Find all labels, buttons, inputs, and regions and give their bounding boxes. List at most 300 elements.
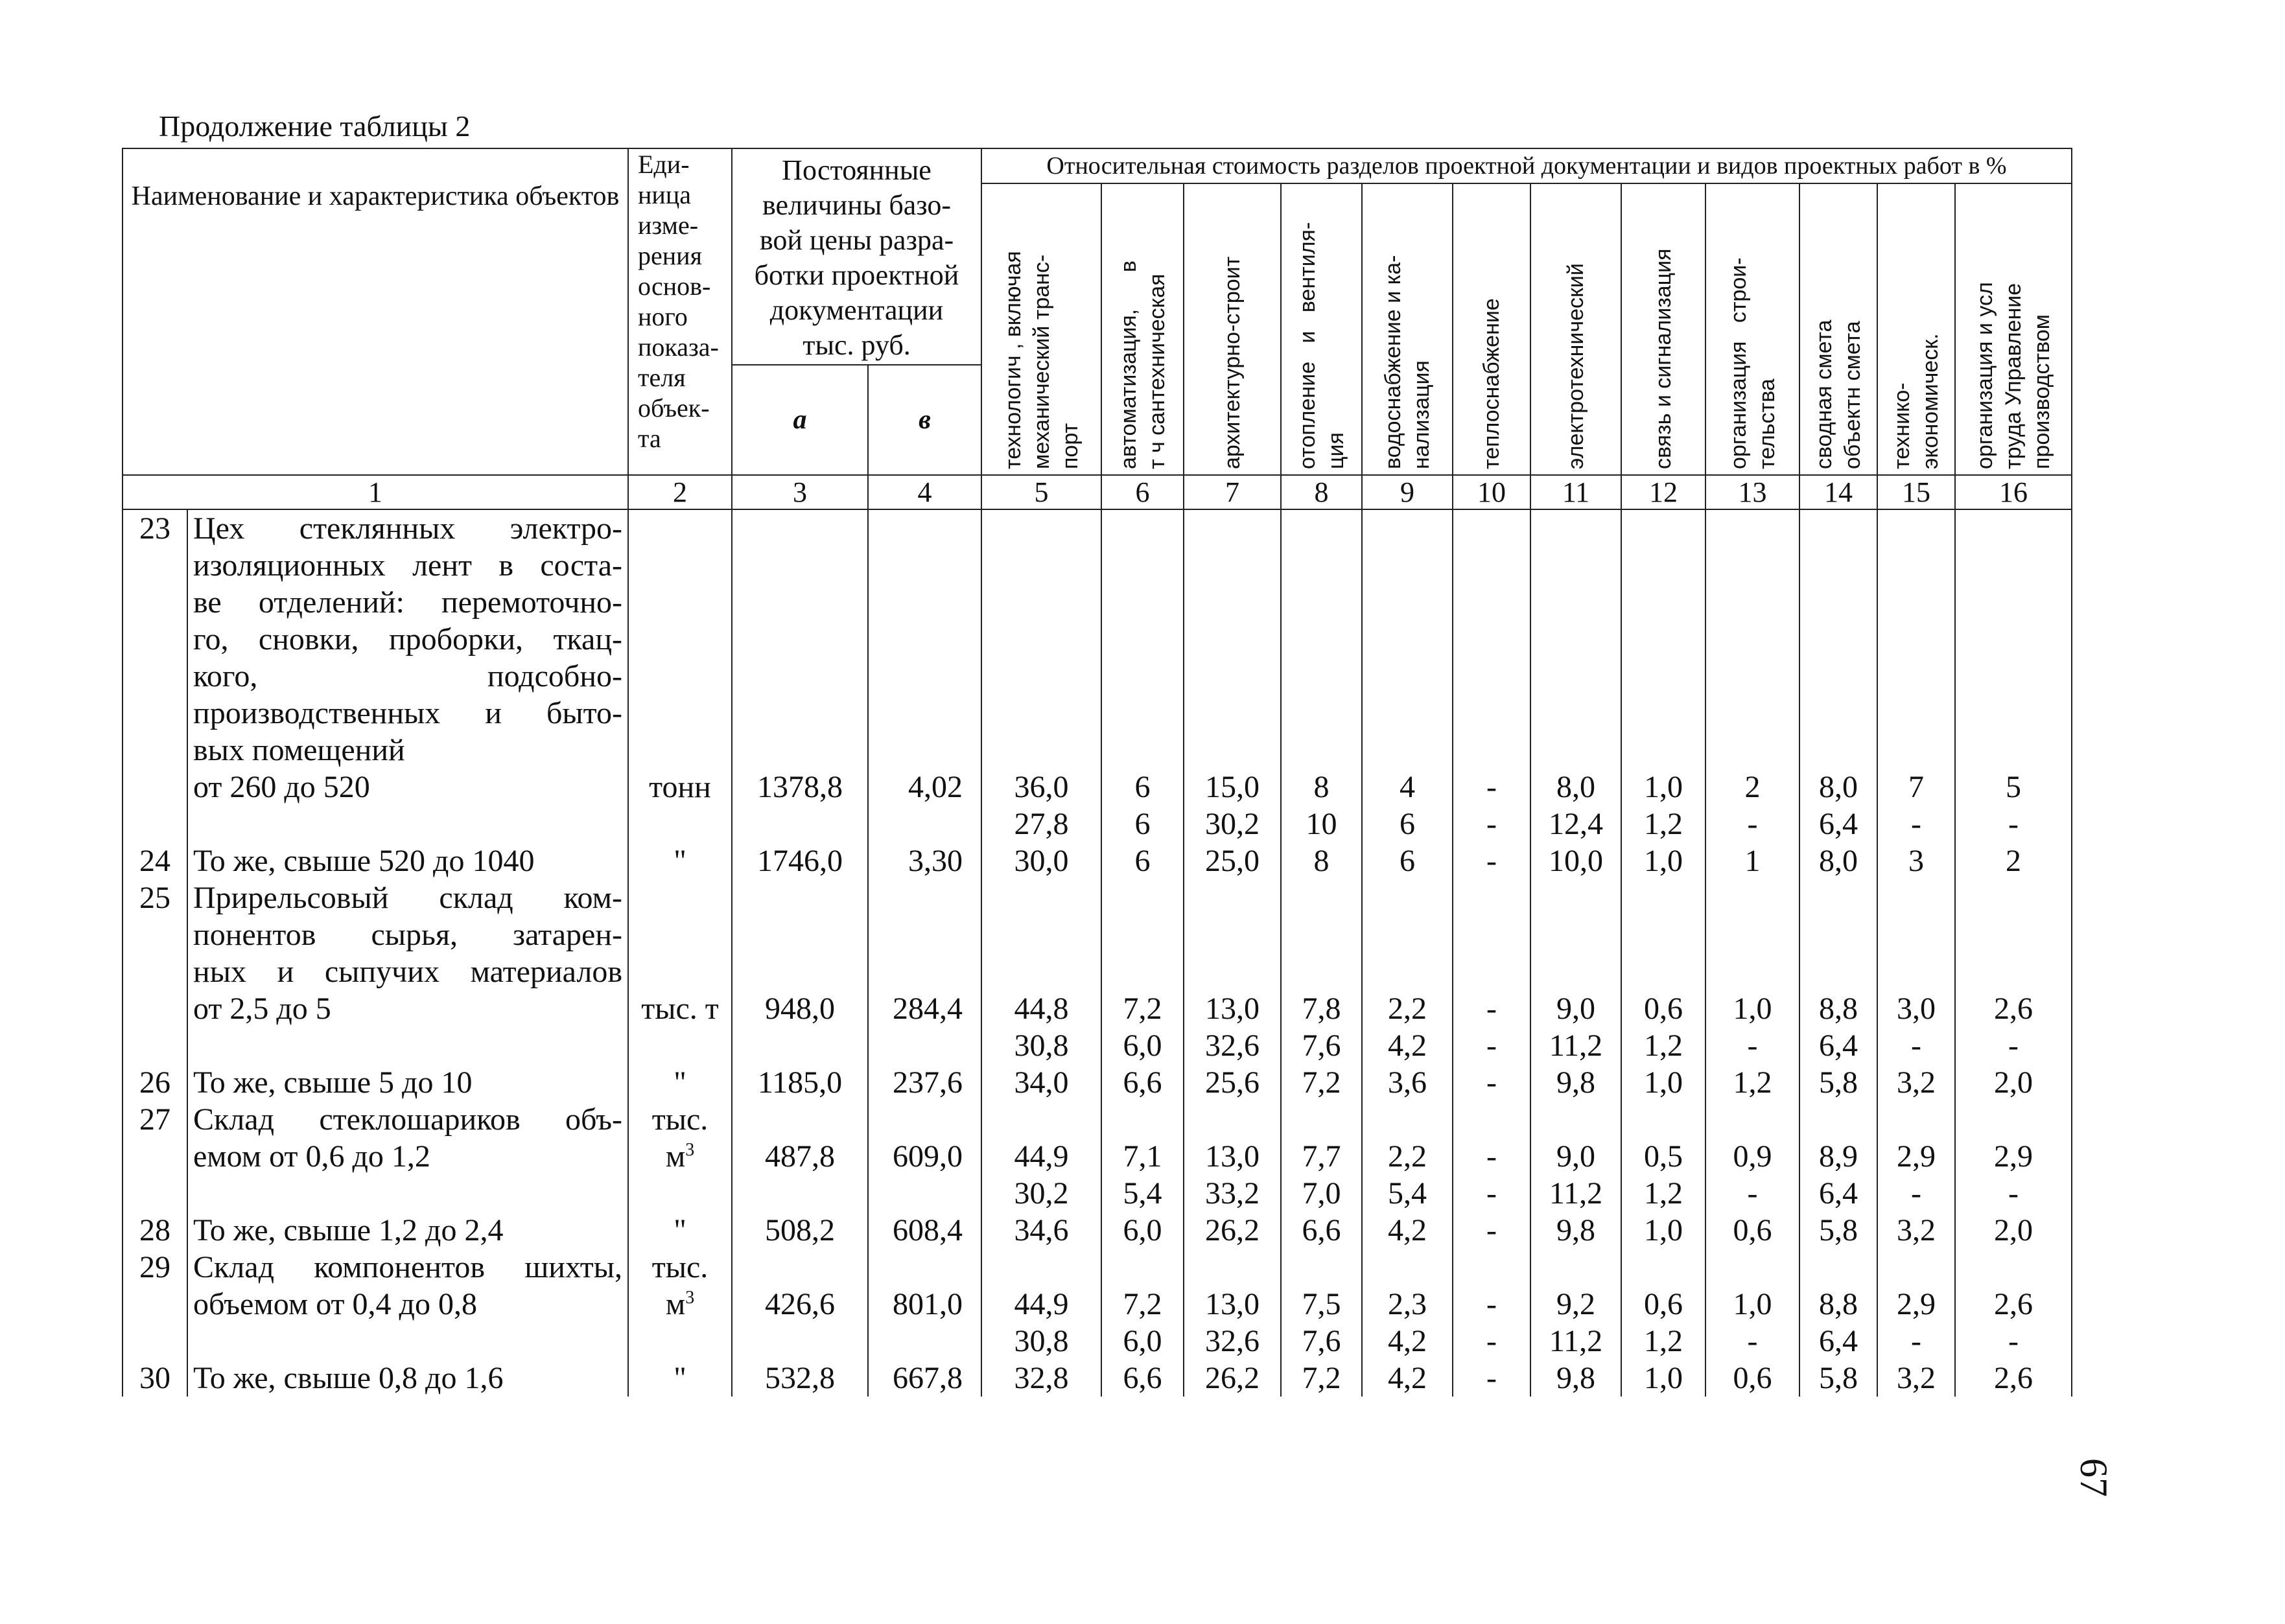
percent-cell: 11,2 — [1530, 1323, 1621, 1360]
percent-cell — [1453, 916, 1530, 953]
percent-cell: 13,0 — [1184, 990, 1281, 1027]
percent-cell — [1362, 732, 1453, 769]
column-number: 13 — [1705, 475, 1799, 509]
base-price-a — [732, 695, 868, 732]
column-number: 12 — [1621, 475, 1705, 509]
table-row — [123, 509, 2072, 547]
percent-cell — [1362, 953, 1453, 990]
percent-cell: 2,2 — [1362, 990, 1453, 1027]
header-col-a: а — [732, 365, 868, 475]
percent-cell — [1705, 732, 1799, 769]
percent-cell — [1705, 879, 1799, 916]
percent-cell: 2 — [1955, 842, 2072, 879]
percent-cell: 6,6 — [1281, 1212, 1362, 1249]
percent-cell — [1530, 547, 1621, 584]
percent-cell — [1621, 953, 1705, 990]
percent-cell — [1955, 879, 2072, 916]
percent-cell: - — [1453, 1323, 1530, 1360]
object-name: То же, свыше 1,2 до 2,4 — [187, 1212, 628, 1249]
percent-cell — [1281, 584, 1362, 621]
percent-cell — [1705, 621, 1799, 658]
base-price-b: 4,02 — [868, 769, 981, 806]
percent-cell — [1101, 732, 1184, 769]
percent-cell — [981, 621, 1101, 658]
row-number — [123, 1323, 187, 1360]
percent-cell: - — [1955, 1027, 2072, 1064]
base-price-b: 608,4 — [868, 1212, 981, 1249]
percent-cell: 9,8 — [1530, 1064, 1621, 1101]
percent-cell — [1799, 658, 1877, 695]
percent-cell — [1705, 1101, 1799, 1138]
object-name: го, сновки, проборки, ткац- — [187, 621, 628, 658]
percent-cell: 9,0 — [1530, 990, 1621, 1027]
percent-cell — [1955, 916, 2072, 953]
percent-cell: 1,0 — [1621, 1064, 1705, 1101]
percent-cell: 7,7 — [1281, 1138, 1362, 1175]
percent-cell — [1281, 547, 1362, 584]
header-rotated-col-14: сводная смета объектн смета — [1799, 183, 1877, 475]
percent-cell — [1530, 732, 1621, 769]
percent-cell — [1362, 1249, 1453, 1286]
header-rotated-col-16: организация и усл труда Управление производством — [1955, 183, 2072, 475]
percent-cell — [1362, 695, 1453, 732]
column-number: 7 — [1184, 475, 1281, 509]
base-price-a: 426,6 — [732, 1286, 868, 1323]
percent-cell: - — [1705, 1323, 1799, 1360]
percent-cell: 5,8 — [1799, 1360, 1877, 1397]
percent-cell — [1101, 953, 1184, 990]
percent-cell — [1101, 916, 1184, 953]
percent-cell — [1184, 547, 1281, 584]
percent-cell — [1453, 1249, 1530, 1286]
percent-cell — [1955, 621, 2072, 658]
percent-cell: 10,0 — [1530, 842, 1621, 879]
percent-cell: 27,8 — [981, 806, 1101, 842]
base-price-a — [732, 658, 868, 695]
row-number — [123, 584, 187, 621]
row-number — [123, 1286, 187, 1323]
percent-cell: - — [1453, 990, 1530, 1027]
header-relative: Относительная стоимость разделов проектной документации и видов проектных работ в % — [981, 148, 2072, 183]
header-rotated-col-12: связь и сигнализация — [1621, 183, 1705, 475]
percent-cell: 2,6 — [1955, 990, 2072, 1027]
row-number — [123, 1027, 187, 1064]
object-name: емом от 0,6 до 1,2 — [187, 1138, 628, 1175]
percent-cell — [1184, 1101, 1281, 1138]
percent-cell — [1799, 879, 1877, 916]
percent-cell: 6,0 — [1101, 1323, 1184, 1360]
percent-cell — [1799, 547, 1877, 584]
percent-cell: 7,2 — [1281, 1064, 1362, 1101]
unit-cell — [628, 695, 732, 732]
percent-cell: 7,8 — [1281, 990, 1362, 1027]
percent-cell: - — [1453, 1138, 1530, 1175]
percent-cell — [1799, 1249, 1877, 1286]
percent-cell — [1621, 732, 1705, 769]
percent-cell: - — [1955, 1175, 2072, 1212]
percent-cell: 6,0 — [1101, 1027, 1184, 1064]
percent-cell: - — [1705, 1027, 1799, 1064]
percent-cell — [1621, 879, 1705, 916]
percent-cell — [1621, 584, 1705, 621]
column-number: 14 — [1799, 475, 1877, 509]
percent-cell: 5,8 — [1799, 1064, 1877, 1101]
unit-cell — [628, 916, 732, 953]
object-name: от 2,5 до 5 — [187, 990, 628, 1027]
percent-cell: 30,0 — [981, 842, 1101, 879]
table-row — [123, 990, 2072, 1027]
percent-cell — [1799, 584, 1877, 621]
base-price-a — [732, 879, 868, 916]
percent-cell — [1621, 1249, 1705, 1286]
percent-cell — [981, 916, 1101, 953]
header-col-b: в — [868, 365, 981, 475]
percent-cell: 4,2 — [1362, 1360, 1453, 1397]
base-price-b — [868, 695, 981, 732]
table-row — [123, 1249, 2072, 1286]
percent-cell: 34,0 — [981, 1064, 1101, 1101]
percent-cell — [981, 658, 1101, 695]
percent-cell: 3,2 — [1877, 1212, 1955, 1249]
base-price-b — [868, 879, 981, 916]
percent-cell: 9,0 — [1530, 1138, 1621, 1175]
percent-cell: 1,2 — [1705, 1064, 1799, 1101]
column-number: 3 — [732, 475, 868, 509]
base-price-b: 609,0 — [868, 1138, 981, 1175]
percent-cell — [1877, 953, 1955, 990]
percent-cell — [1281, 732, 1362, 769]
percent-cell: 9,8 — [1530, 1212, 1621, 1249]
object-name: понентов сырья, затарен- — [187, 916, 628, 953]
header-unit: Еди- ница изме- рения основ- ного показа- теля объек- та — [628, 148, 732, 475]
percent-cell — [1877, 916, 1955, 953]
percent-cell: 2,9 — [1877, 1286, 1955, 1323]
percent-cell — [1955, 953, 2072, 990]
percent-cell — [1184, 1249, 1281, 1286]
percent-cell — [1453, 509, 1530, 547]
percent-cell — [1877, 879, 1955, 916]
percent-cell: 26,2 — [1184, 1360, 1281, 1397]
header-constant: Постоянные величины базо- вой цены разра- ботки проектной документации тыс. руб. — [732, 148, 981, 365]
percent-cell: 8,8 — [1799, 1286, 1877, 1323]
percent-cell: 9,2 — [1530, 1286, 1621, 1323]
base-price-a — [732, 953, 868, 990]
unit-cell: $м^3$ — [628, 1138, 732, 1175]
base-price-a — [732, 1175, 868, 1212]
percent-cell: 8 — [1281, 769, 1362, 806]
object-name: Склад стеклошариков объ- — [187, 1101, 628, 1138]
object-name — [187, 1323, 628, 1360]
percent-cell — [1530, 584, 1621, 621]
header-rotated-col-8: отопление и вентиля- ция — [1281, 183, 1362, 475]
unit-cell — [628, 621, 732, 658]
percent-cell — [1530, 916, 1621, 953]
percent-cell — [981, 695, 1101, 732]
percent-cell: 1,0 — [1621, 842, 1705, 879]
base-price-a — [732, 1249, 868, 1286]
percent-cell: 6 — [1362, 842, 1453, 879]
percent-cell: - — [1453, 1027, 1530, 1064]
percent-cell — [1621, 916, 1705, 953]
table-row — [123, 1138, 2072, 1175]
percent-cell: 6 — [1362, 806, 1453, 842]
percent-cell — [1799, 732, 1877, 769]
percent-cell: - — [1877, 806, 1955, 842]
table-row — [123, 1064, 2072, 1101]
header-rotated-col-15: технико- экономическ. — [1877, 183, 1955, 475]
row-number — [123, 695, 187, 732]
percent-cell: 7,0 — [1281, 1175, 1362, 1212]
percent-cell — [1877, 658, 1955, 695]
object-name: вых помещений — [187, 732, 628, 769]
percent-cell — [1530, 1101, 1621, 1138]
percent-cell: 1,0 — [1621, 1360, 1705, 1397]
base-price-b — [868, 658, 981, 695]
base-price-a — [732, 621, 868, 658]
percent-cell: 1 — [1705, 842, 1799, 879]
percent-cell — [1453, 547, 1530, 584]
percent-cell — [1101, 584, 1184, 621]
percent-cell: 33,2 — [1184, 1175, 1281, 1212]
base-price-a — [732, 916, 868, 953]
percent-cell — [1101, 1101, 1184, 1138]
percent-cell: 30,2 — [981, 1175, 1101, 1212]
percent-cell: - — [1453, 1212, 1530, 1249]
percent-cell — [1101, 547, 1184, 584]
percent-cell — [1799, 1101, 1877, 1138]
percent-cell: 6,4 — [1799, 1323, 1877, 1360]
percent-cell — [1362, 509, 1453, 547]
table-row — [123, 658, 2072, 695]
percent-cell — [1281, 658, 1362, 695]
base-price-a — [732, 806, 868, 842]
header-name: Наименование и характеристика объектов — [123, 148, 628, 475]
object-name: ве отделений: перемоточно- — [187, 584, 628, 621]
column-number: 11 — [1530, 475, 1621, 509]
unit-cell — [628, 1027, 732, 1064]
percent-cell: 0,6 — [1621, 1286, 1705, 1323]
header-rotated-col-10: теплоснабжение — [1453, 183, 1530, 475]
percent-cell: 2,6 — [1955, 1286, 2072, 1323]
percent-cell: 4,2 — [1362, 1323, 1453, 1360]
base-price-a — [732, 1101, 868, 1138]
row-number — [123, 621, 187, 658]
base-price-a: 487,8 — [732, 1138, 868, 1175]
percent-cell: 5,4 — [1101, 1175, 1184, 1212]
row-number — [123, 990, 187, 1027]
base-price-a — [732, 732, 868, 769]
percent-cell — [1101, 879, 1184, 916]
percent-cell: - — [1955, 1323, 2072, 1360]
percent-cell: 30,2 — [1184, 806, 1281, 842]
column-number: 9 — [1362, 475, 1453, 509]
row-number — [123, 732, 187, 769]
base-price-a — [732, 547, 868, 584]
row-number — [123, 658, 187, 695]
percent-cell — [981, 509, 1101, 547]
percent-cell: 7,5 — [1281, 1286, 1362, 1323]
percent-cell — [1877, 621, 1955, 658]
unit-cell: тыс. т — [628, 990, 732, 1027]
percent-cell: 6 — [1101, 806, 1184, 842]
percent-cell: 3 — [1877, 842, 1955, 879]
table-row — [123, 953, 2072, 990]
percent-cell — [1184, 658, 1281, 695]
row-number — [123, 1138, 187, 1175]
percent-cell — [1281, 1249, 1362, 1286]
percent-cell — [1955, 1249, 2072, 1286]
percent-cell: - — [1453, 1360, 1530, 1397]
percent-cell — [1799, 509, 1877, 547]
percent-cell: 5 — [1955, 769, 2072, 806]
percent-cell — [1530, 953, 1621, 990]
percent-cell — [1877, 732, 1955, 769]
percent-cell: 8,9 — [1799, 1138, 1877, 1175]
column-number: 6 — [1101, 475, 1184, 509]
table-row — [123, 1286, 2072, 1323]
table-row — [123, 1101, 2072, 1138]
percent-cell: 10 — [1281, 806, 1362, 842]
percent-cell — [1621, 547, 1705, 584]
row-number — [123, 769, 187, 806]
page-number: 67 — [2072, 1458, 2115, 1497]
unit-cell — [628, 879, 732, 916]
percent-cell — [1877, 547, 1955, 584]
percent-cell: 44,9 — [981, 1286, 1101, 1323]
percent-cell — [1453, 584, 1530, 621]
percent-cell: 8,0 — [1799, 842, 1877, 879]
row-number: 23 — [123, 509, 187, 547]
percent-cell — [1621, 695, 1705, 732]
percent-cell: 4,2 — [1362, 1212, 1453, 1249]
table-row — [123, 879, 2072, 916]
base-price-b — [868, 916, 981, 953]
row-number: 27 — [123, 1101, 187, 1138]
percent-cell — [1955, 1101, 2072, 1138]
header-rotated-col-11: электротехнический — [1530, 183, 1621, 475]
percent-cell — [1281, 509, 1362, 547]
object-name: кого, подсобно- — [187, 658, 628, 695]
row-number — [123, 1175, 187, 1212]
base-price-b — [868, 509, 981, 547]
percent-cell: 3,6 — [1362, 1064, 1453, 1101]
percent-cell: 8,0 — [1530, 769, 1621, 806]
table-row — [123, 1323, 2072, 1360]
percent-cell — [1281, 879, 1362, 916]
percent-cell — [1101, 1249, 1184, 1286]
percent-cell: 6,0 — [1101, 1212, 1184, 1249]
percent-cell: 2,9 — [1955, 1138, 2072, 1175]
table-caption: Продолжение таблицы 2 — [159, 110, 471, 143]
base-price-b: 801,0 — [868, 1286, 981, 1323]
percent-cell — [981, 547, 1101, 584]
unit-cell: $м^3$ — [628, 1286, 732, 1323]
percent-cell — [1362, 916, 1453, 953]
percent-cell — [981, 879, 1101, 916]
base-price-b — [868, 1249, 981, 1286]
percent-cell: 7,6 — [1281, 1323, 1362, 1360]
table-row — [123, 842, 2072, 879]
percent-cell: 6 — [1101, 769, 1184, 806]
object-name: То же, свыше 5 до 10 — [187, 1064, 628, 1101]
unit-cell — [628, 658, 732, 695]
percent-cell: 2,2 — [1362, 1138, 1453, 1175]
table-row — [123, 621, 2072, 658]
base-price-a: 1185,0 — [732, 1064, 868, 1101]
percent-cell: - — [1453, 1175, 1530, 1212]
percent-cell — [1705, 916, 1799, 953]
percent-cell: 1,2 — [1621, 806, 1705, 842]
table-row — [123, 769, 2072, 806]
table-row — [123, 547, 2072, 584]
percent-cell: 2 — [1705, 769, 1799, 806]
percent-cell — [1621, 658, 1705, 695]
percent-cell: 0,6 — [1621, 990, 1705, 1027]
percent-cell — [1101, 695, 1184, 732]
percent-cell — [1955, 509, 2072, 547]
header-rotated-col-9: водоснабжение и ка- нализация — [1362, 183, 1453, 475]
percent-cell — [1705, 953, 1799, 990]
unit-cell: тонн — [628, 769, 732, 806]
percent-cell — [1184, 621, 1281, 658]
percent-cell: 7,2 — [1101, 990, 1184, 1027]
row-number: 30 — [123, 1360, 187, 1397]
base-price-b — [868, 732, 981, 769]
percent-cell: - — [1705, 1175, 1799, 1212]
percent-cell: 30,8 — [981, 1027, 1101, 1064]
base-price-a — [732, 509, 868, 547]
base-price-a: 532,8 — [732, 1360, 868, 1397]
unit-cell — [628, 953, 732, 990]
percent-cell — [1877, 509, 1955, 547]
percent-cell — [1621, 1101, 1705, 1138]
percent-cell: 30,8 — [981, 1323, 1101, 1360]
table-row — [123, 732, 2072, 769]
percent-cell — [1362, 621, 1453, 658]
unit-cell — [628, 584, 732, 621]
percent-cell: 0,9 — [1705, 1138, 1799, 1175]
percent-cell — [981, 1101, 1101, 1138]
percent-cell: 26,2 — [1184, 1212, 1281, 1249]
percent-cell: 11,2 — [1530, 1027, 1621, 1064]
percent-cell — [1799, 695, 1877, 732]
percent-cell — [1705, 509, 1799, 547]
cost-table — [122, 148, 2072, 1397]
unit-cell — [628, 1323, 732, 1360]
row-number: 25 — [123, 879, 187, 916]
percent-cell — [1799, 953, 1877, 990]
percent-cell — [1955, 695, 2072, 732]
percent-cell — [1362, 1101, 1453, 1138]
column-number: 8 — [1281, 475, 1362, 509]
percent-cell: 13,0 — [1184, 1286, 1281, 1323]
base-price-a: 508,2 — [732, 1212, 868, 1249]
percent-cell — [1184, 509, 1281, 547]
percent-cell — [1362, 547, 1453, 584]
percent-cell — [1281, 695, 1362, 732]
object-name: То же, свыше 520 до 1040 — [187, 842, 628, 879]
row-number — [123, 916, 187, 953]
percent-cell: 2,0 — [1955, 1064, 2072, 1101]
percent-cell: 7,1 — [1101, 1138, 1184, 1175]
percent-cell — [1453, 953, 1530, 990]
percent-cell: 3,0 — [1877, 990, 1955, 1027]
percent-cell — [1530, 658, 1621, 695]
percent-cell — [1184, 953, 1281, 990]
object-name — [187, 806, 628, 842]
percent-cell — [1101, 509, 1184, 547]
percent-cell — [1281, 1101, 1362, 1138]
